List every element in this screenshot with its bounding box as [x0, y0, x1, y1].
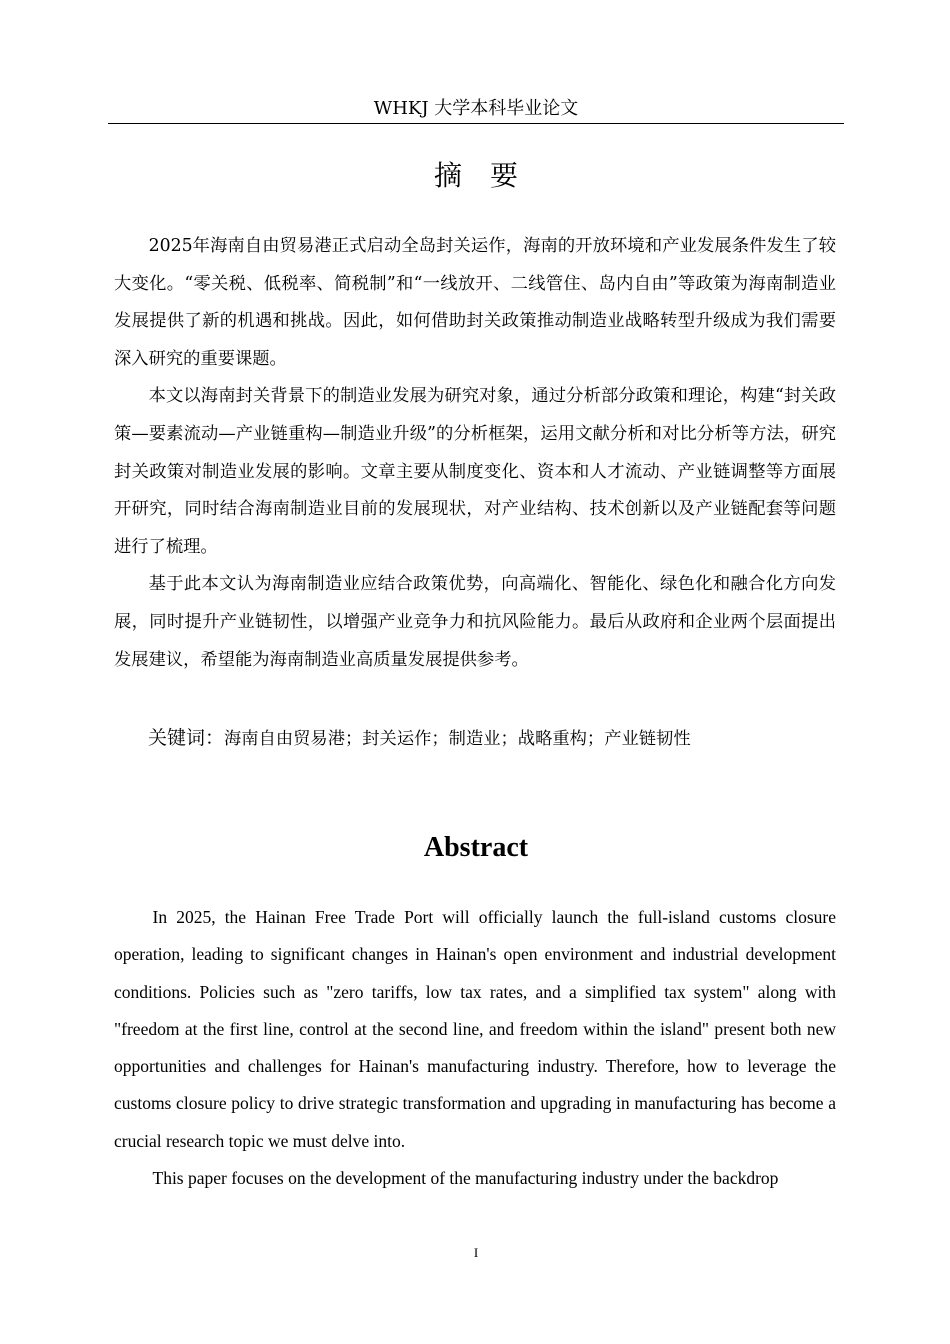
page-number: I — [473, 1245, 479, 1260]
header-divider — [108, 123, 844, 124]
english-abstract-paragraph: In 2025, the Hainan Free Trade Port will officially launch the full-island customs closure operation, leading to significant changes in Hainan's open environment and industrial development conditions. Policies such as "zero tariffs, low tax rates, and a simplified tax system" along with "freedom at the first line, control at the second line, and freedom within the island" present both new opportunities and challenges for Hainan's manufacturing industry. Therefore, how to leverage the customs closure policy to drive strategic transformation and upgrading in manufacturing has become a crucial research topic we must delve into. — [114, 907, 836, 1151]
chinese-abstract-paragraph: 本文以海南封关背景下的制造业发展为研究对象，通过分析部分政策和理论，构建“封关政策—要素流动—产业链重构—制造业升级”的分析框架，运用文献分析和对比分析等方法，研究封关政策对制造业发展的影响。文章主要从制度变化、资本和人才流动、产业链调整等方面展开研究，同时结合海南制造业目前的发展现状，对产业结构、技术创新以及产业链配套等问题进行了梳理。 — [114, 386, 836, 557]
chinese-abstract-paragraph: 2025年海南自由贸易港正式启动全岛封关运作，海南的开放环境和产业发展条件发生了较大变化。“零关税、低税率、简税制”和“一线放开、二线管住、岛内自由”等政策为海南制造业发展提供了新的机遇和挑战。因此，如何借助封关政策推动制造业战略转型升级成为我们需要深入研究的重要课题。 — [114, 236, 836, 369]
chinese-abstract-body — [114, 228, 836, 679]
chinese-abstract-paragraph: 基于此本文认为海南制造业应结合政策优势，向高端化、智能化、绿色化和融合化方向发展，同时提升产业链韧性，以增强产业竞争力和抗风险能力。最后从政府和企业两个层面提出发展建议，希望能为海南制造业高质量发展提供参考。 — [114, 574, 836, 670]
chinese-abstract-title: 摘 要 — [433, 159, 518, 192]
keywords-text: 海南自由贸易港；封关运作；制造业；战略重构；产业链韧性 — [224, 729, 691, 749]
english-abstract-paragraph: This paper focuses on the development of the manufacturing industry under the backdrop — [152, 1168, 779, 1189]
running-header: WHKJ 大学本科毕业论文 — [373, 98, 579, 119]
keywords-label: 关键词： — [148, 727, 225, 749]
english-abstract-body — [114, 899, 836, 1197]
english-abstract-title: Abstract — [423, 832, 529, 863]
keywords-line — [148, 722, 838, 755]
